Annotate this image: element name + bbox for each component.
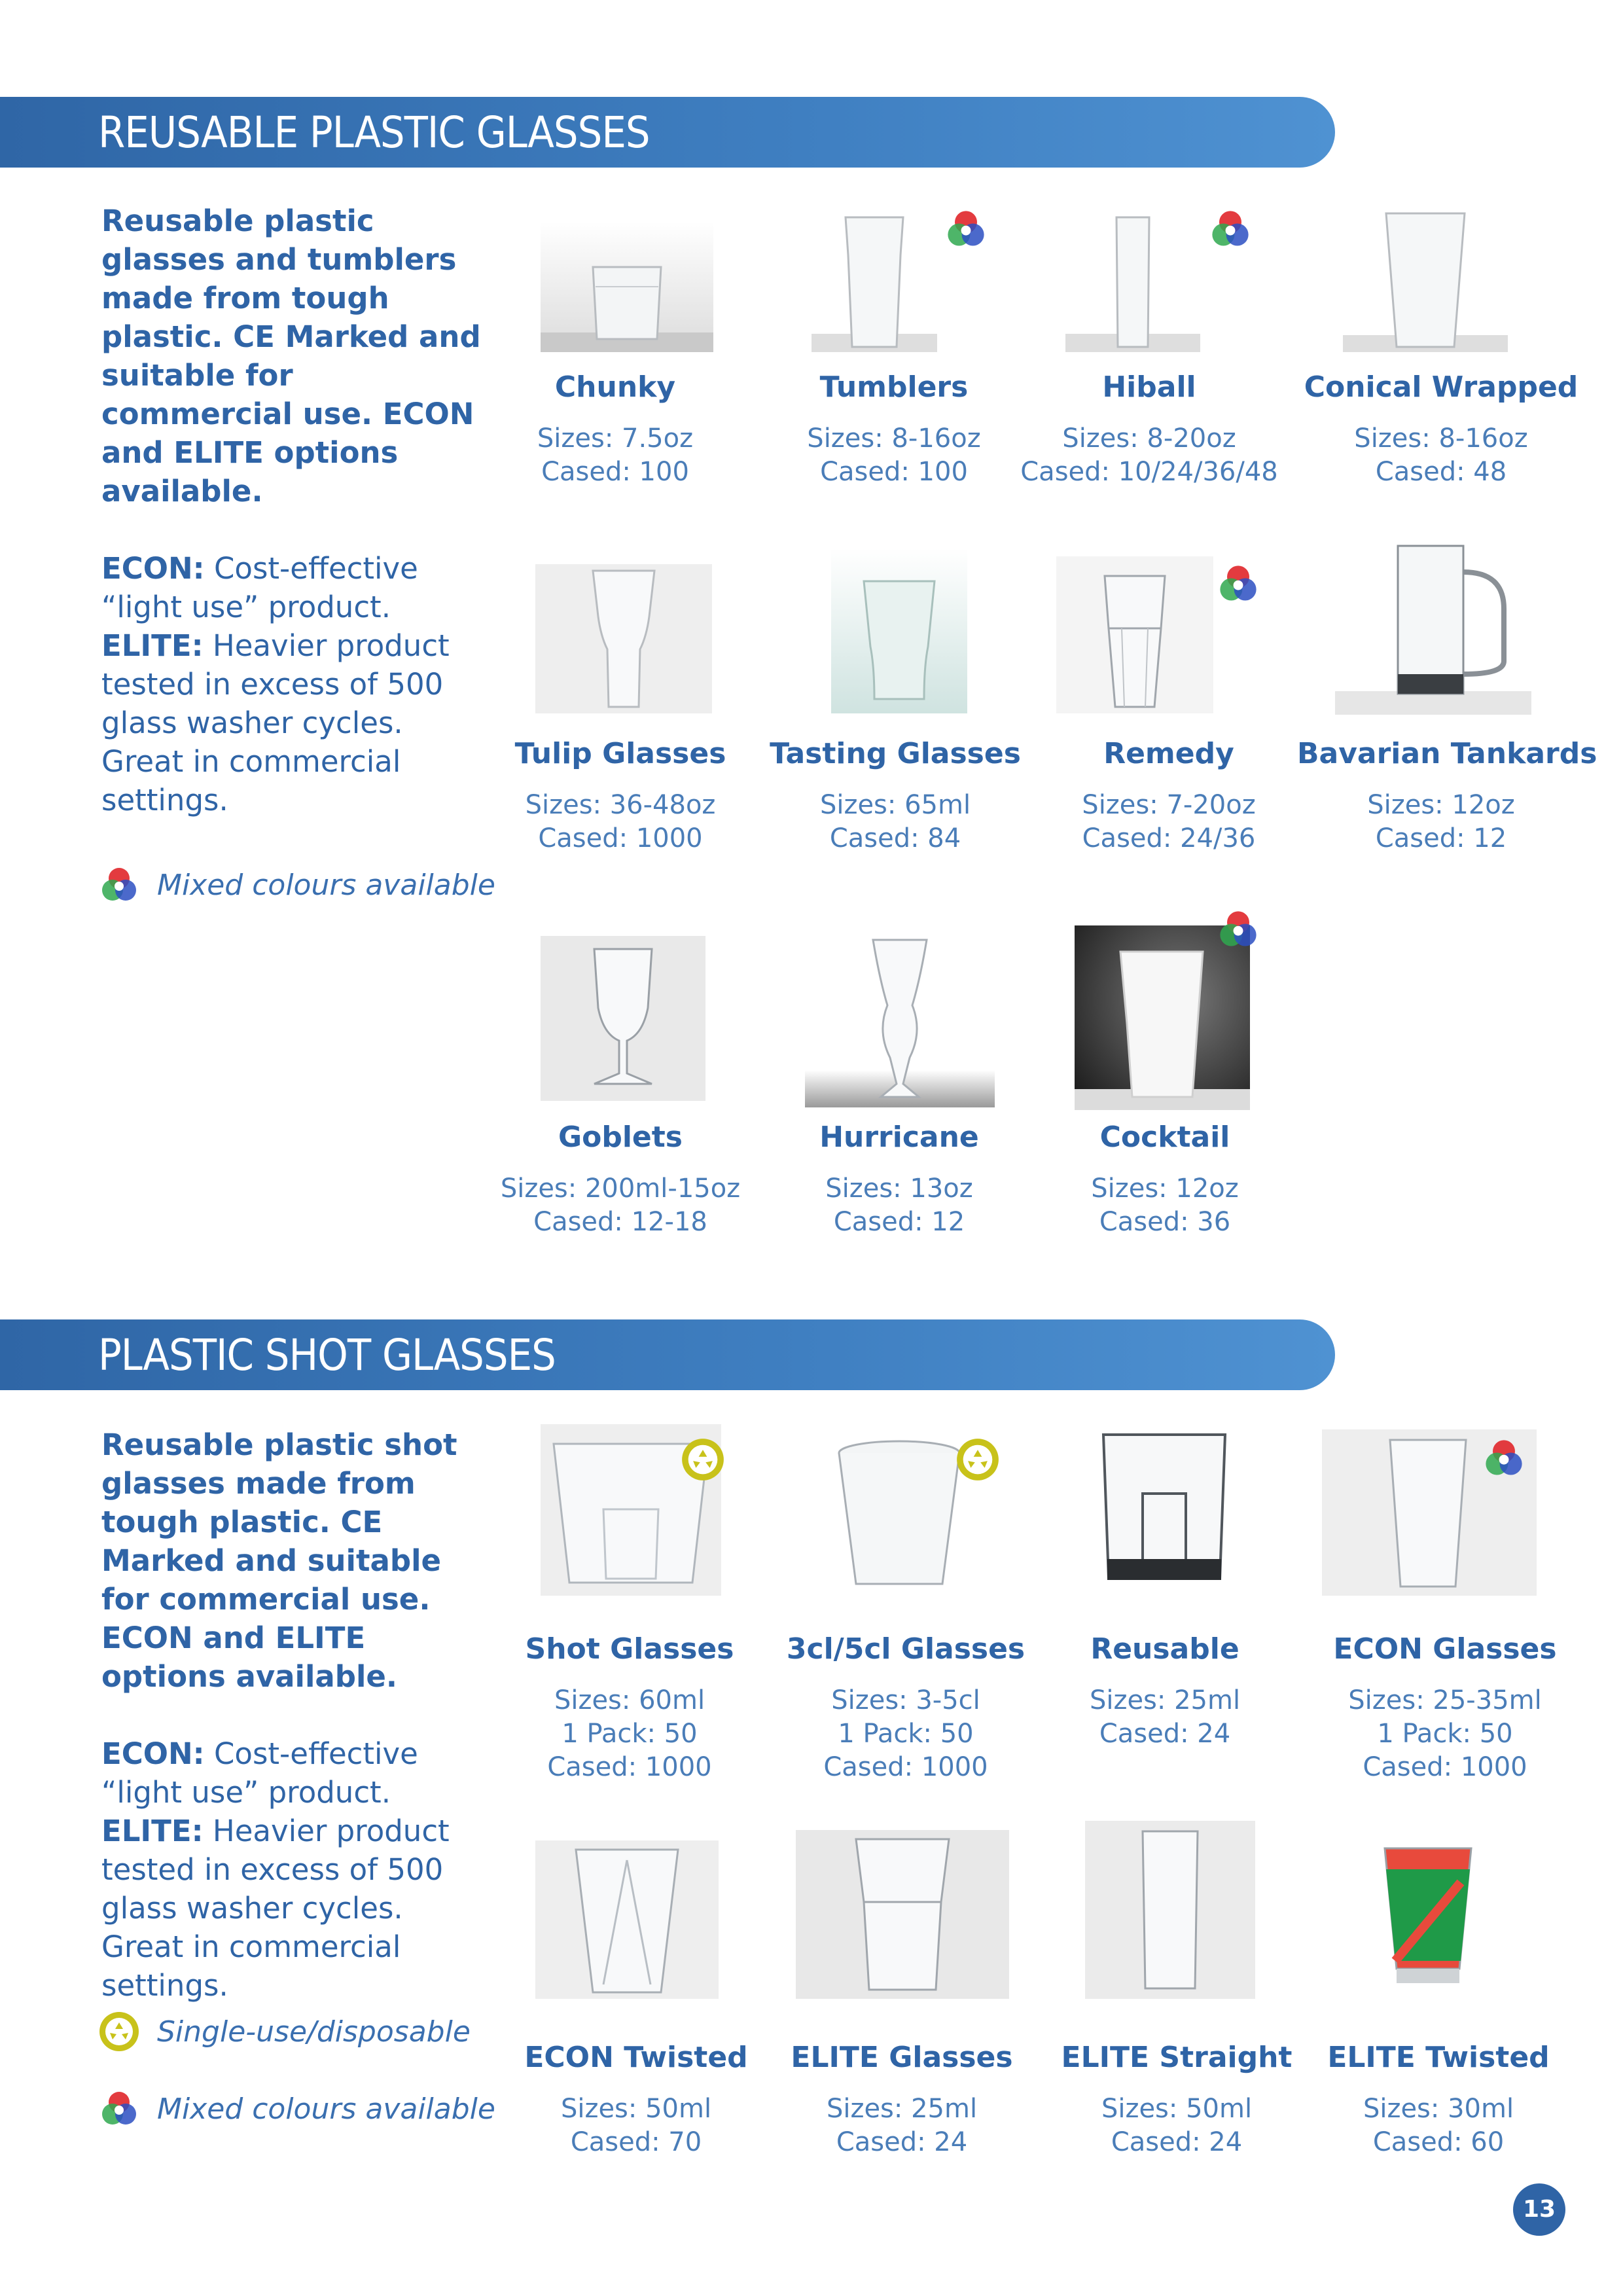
product-sizes: Sizes: 60ml — [554, 1685, 705, 1715]
product-cased: Cased: 24/36 — [1082, 823, 1256, 853]
bavarian-tankard-photo — [1335, 537, 1531, 715]
tasting-photo — [831, 548, 967, 713]
elite-twisted-photo — [1380, 1843, 1476, 1987]
product-sizes: Sizes: 65ml — [819, 790, 971, 820]
product-sizes: Sizes: 3-5cl — [831, 1685, 980, 1715]
product-elite-twisted — [1294, 2041, 1582, 2159]
product-sizes: Sizes: 8-20oz — [1062, 423, 1236, 454]
product-hurricane — [755, 1121, 1043, 1239]
elite-description — [101, 626, 494, 819]
hurricane-photo — [805, 920, 995, 1107]
product-sizes: Sizes: 50ml — [1101, 2094, 1253, 2124]
econ-text: Cost-effective “light use” product. — [101, 1736, 418, 1810]
product-specs — [1033, 2092, 1321, 2159]
cocktail-photo — [1075, 925, 1250, 1110]
product-sizes: Sizes: 8-16oz — [807, 423, 981, 454]
section-title: PLASTIC SHOT GLASSES — [98, 1330, 556, 1380]
product-sizes: Sizes: 8-16oz — [1354, 423, 1528, 454]
econ-twisted-photo — [535, 1840, 719, 1999]
product-cased: Cased: 10/24/36/48 — [1020, 457, 1278, 487]
product-sizes: Sizes: 50ml — [560, 2094, 712, 2124]
elite-straight-photo — [1085, 1821, 1255, 1999]
product-sizes: Sizes: 25ml — [1089, 1685, 1241, 1715]
mixed-colours-icon — [1482, 1436, 1526, 1480]
product-elite-glasses — [758, 2041, 1046, 2159]
product-name: Bavarian Tankards — [1297, 737, 1597, 770]
product-bavarian-tankards — [1297, 737, 1597, 855]
elite-text: Heavier product tested in excess of 500 glass washer cycles. Great in commercial settings. — [101, 1814, 450, 2003]
page-number: 13 — [1513, 2183, 1565, 2236]
intro-lead: Reusable plastic shot glasses made from tough plastic. CE Marked and suitable for commercial use. ECON and ELITE options available. — [101, 1427, 457, 1694]
product-specs — [1021, 1684, 1309, 1751]
tulip-photo — [535, 564, 712, 713]
elite-label: ELITE: — [101, 1814, 204, 1848]
legend-mixed-colours — [98, 865, 495, 905]
mixed-colours-icon — [944, 207, 988, 251]
product-name: Hiball — [1102, 370, 1196, 404]
product-cased: Cased: 100 — [541, 457, 689, 487]
legend-label: Single-use/disposable — [157, 2015, 471, 2049]
product-sizes: Sizes: 12oz — [1091, 1174, 1239, 1204]
product-specs — [486, 1684, 774, 1784]
product-elite-straight — [1033, 2041, 1321, 2159]
intro-lead: Reusable plastic glasses and tumblers made from tough plastic. CE Marked and suitable for commercial use. ECON and ELITE options available. — [101, 204, 481, 509]
mixed-colours-icon — [1216, 907, 1260, 952]
econ-label: ECON: — [101, 1736, 205, 1771]
product-name: Hurricane — [819, 1121, 979, 1154]
product-remedy — [1025, 737, 1313, 855]
product-specs — [755, 1172, 1043, 1239]
product-specs — [476, 789, 764, 855]
product-specs — [762, 1684, 1050, 1784]
elite-text: Heavier product tested in excess of 500 glass washer cycles. Great in commercial settings. — [101, 628, 450, 817]
product-cased: Cased: 1000 — [547, 1752, 712, 1782]
product-specs — [1025, 789, 1313, 855]
product-cased: Cased: 36 — [1099, 1207, 1231, 1237]
mixed-colours-icon — [98, 864, 140, 906]
product-econ-glasses — [1301, 1632, 1589, 1784]
recycle-icon — [98, 2011, 140, 2053]
product-cased: Cased: 12-18 — [533, 1207, 707, 1237]
product-hiball — [1005, 370, 1293, 489]
product-name: 3cl/5cl Glasses — [786, 1632, 1026, 1666]
product-goblets — [476, 1121, 764, 1239]
product-sizes: Sizes: 30ml — [1363, 2094, 1514, 2124]
product-sizes: Sizes: 200ml-15oz — [500, 1174, 741, 1204]
mixed-colours-icon — [98, 2088, 140, 2130]
product-sizes: Sizes: 7-20oz — [1082, 790, 1256, 820]
product-chunky — [471, 370, 759, 489]
remedy-photo — [1056, 556, 1213, 713]
product-cased: Cased: 1000 — [823, 1752, 988, 1782]
product-reusable — [1021, 1632, 1309, 1751]
product-cocktail — [1021, 1121, 1309, 1239]
conical-wrapped-photo — [1343, 211, 1508, 352]
product-pack: 1 Pack: 50 — [838, 1719, 974, 1749]
product-cased: Cased: 24 — [1099, 1719, 1231, 1749]
product-specs — [1005, 422, 1293, 489]
product-name: Shot Glasses — [525, 1632, 734, 1666]
product-cased: Cased: 24 — [836, 2127, 968, 2157]
chunky-photo — [541, 221, 713, 352]
product-specs — [1021, 1172, 1309, 1239]
product-name: ECON Twisted — [524, 2041, 748, 2074]
product-specs — [758, 2092, 1046, 2159]
legend-mixed-colours — [98, 2089, 495, 2128]
product-specs — [476, 1172, 764, 1239]
reusable-shot-photo — [1094, 1428, 1234, 1589]
product-cased: Cased: 48 — [1375, 457, 1507, 487]
product-specs — [492, 2092, 780, 2159]
3cl-5cl-glasses-photo — [827, 1433, 971, 1596]
product-specs — [1294, 2092, 1582, 2159]
product-name: Goblets — [558, 1121, 683, 1154]
econ-text: Cost-effective “light use” product. — [101, 551, 418, 624]
product-name: ELITE Straight — [1061, 2041, 1293, 2074]
product-tumblers — [750, 370, 1038, 489]
product-econ-twisted — [492, 2041, 780, 2159]
econ-description — [101, 549, 494, 626]
elite-label: ELITE: — [101, 628, 204, 663]
goblets-photo — [541, 936, 705, 1101]
section-title: REUSABLE PLASTIC GLASSES — [98, 107, 650, 158]
product-name: Tasting Glasses — [770, 737, 1021, 770]
product-specs — [751, 789, 1039, 855]
product-cased: Cased: 60 — [1372, 2127, 1505, 2157]
recycle-icon — [681, 1437, 725, 1482]
product-sizes: Sizes: 25ml — [826, 2094, 978, 2124]
mixed-colours-icon — [1208, 207, 1253, 251]
product-cased: Cased: 1000 — [538, 823, 703, 853]
section-intro — [101, 1426, 494, 2005]
recycle-icon — [955, 1437, 1000, 1482]
econ-description — [101, 1734, 494, 1812]
product-specs — [750, 422, 1038, 489]
legend-single-use — [98, 2012, 471, 2051]
product-name: Chunky — [554, 370, 676, 404]
product-name: Conical Wrapped — [1304, 370, 1578, 404]
product-cased: Cased: 1000 — [1363, 1752, 1527, 1782]
econ-label: ECON: — [101, 551, 205, 586]
elite-glasses-photo — [796, 1830, 1009, 1999]
product-name: ELITE Glasses — [791, 2041, 1013, 2074]
product-cased: Cased: 100 — [820, 457, 968, 487]
product-conical-wrapped — [1297, 370, 1585, 489]
product-specs — [1297, 422, 1585, 489]
elite-description — [101, 1812, 494, 2005]
product-name: ELITE Twisted — [1327, 2041, 1550, 2074]
product-tasting — [751, 737, 1039, 855]
section-intro — [101, 202, 494, 819]
legend-label: Mixed colours available — [157, 868, 495, 902]
product-name: Reusable — [1090, 1632, 1240, 1666]
product-cased: Cased: 12 — [833, 1207, 965, 1237]
product-cased: Cased: 12 — [1375, 823, 1507, 853]
product-specs — [471, 422, 759, 489]
product-name: ECON Glasses — [1333, 1632, 1557, 1666]
product-sizes: Sizes: 7.5oz — [537, 423, 694, 454]
product-pack: 1 Pack: 50 — [1377, 1719, 1513, 1749]
product-shot-glasses — [486, 1632, 774, 1784]
product-cased: Cased: 70 — [570, 2127, 702, 2157]
tumblers-photo — [812, 216, 937, 352]
product-sizes: Sizes: 12oz — [1367, 790, 1515, 820]
product-sizes: Sizes: 25-35ml — [1348, 1685, 1542, 1715]
product-specs — [1301, 1684, 1589, 1784]
mixed-colours-icon — [1216, 562, 1260, 606]
section-banner-reusable — [0, 97, 1335, 168]
product-specs — [1297, 789, 1585, 855]
product-tulip — [476, 737, 764, 855]
hiball-photo — [1065, 216, 1200, 352]
product-sizes: Sizes: 13oz — [825, 1174, 973, 1204]
product-cased: Cased: 84 — [829, 823, 961, 853]
product-name: Remedy — [1103, 737, 1234, 770]
product-name: Tumblers — [819, 370, 969, 404]
product-cased: Cased: 24 — [1111, 2127, 1243, 2157]
product-sizes: Sizes: 36-48oz — [525, 790, 716, 820]
product-pack: 1 Pack: 50 — [562, 1719, 698, 1749]
product-3cl-5cl-glasses — [762, 1632, 1050, 1784]
section-banner-shot — [0, 1319, 1335, 1390]
product-name: Tulip Glasses — [514, 737, 726, 770]
product-name: Cocktail — [1099, 1121, 1230, 1154]
legend-label: Mixed colours available — [157, 2092, 495, 2126]
